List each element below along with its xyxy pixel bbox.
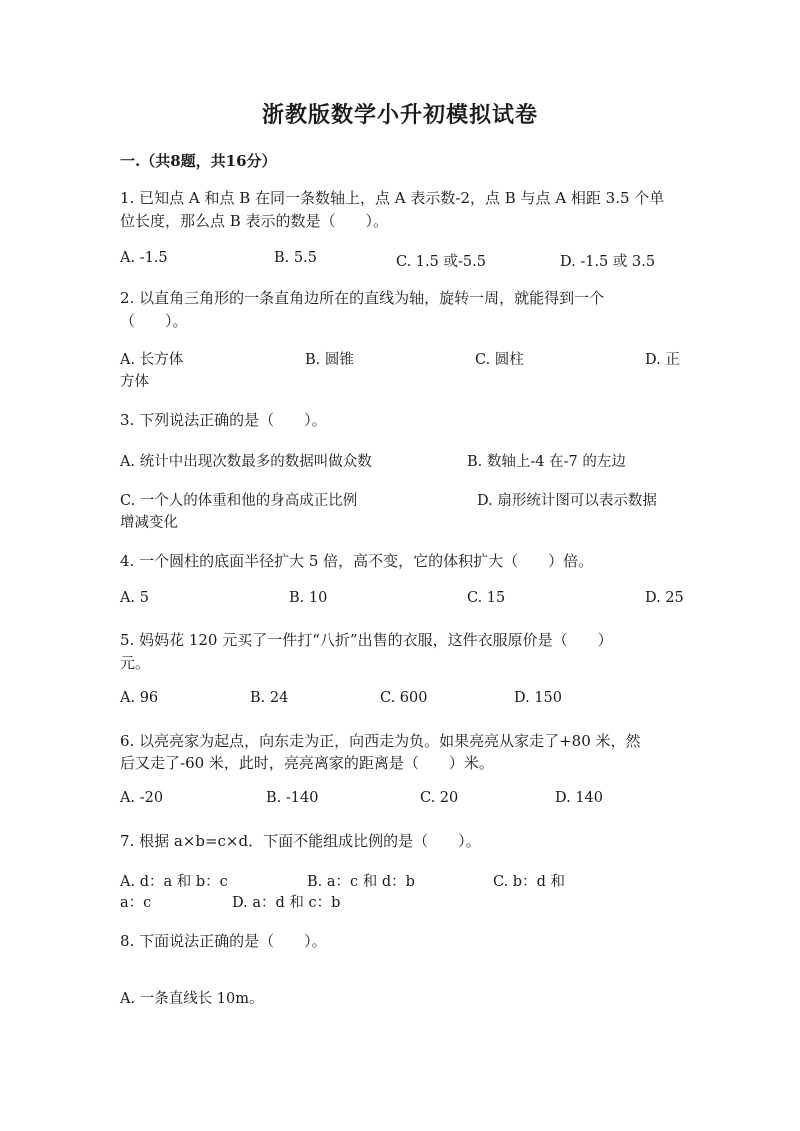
question-3-line-1: 3. 下列说法正确的是（ ）。 [120,411,327,429]
question-1-option-d: D. -1.5 或 3.5 [560,254,656,270]
question-5-line-2: 元。 [120,654,151,672]
question-3-option-d: D. 扇形统计图可以表示数据 [477,493,657,509]
question-7-option-a: A. d：a 和 b：c [120,874,228,890]
question-5-option-a: A. 96 [120,690,159,706]
question-2-option-a: A. 长方体 [120,352,184,368]
question-2-line-1: 2. 以直角三角形的一条直角边所在的直线为轴，旋转一周，就能得到一个 [120,289,605,307]
question-1-option-b: B. 5.5 [274,250,317,266]
question-4-line-1: 4. 一个圆柱的底面半径扩大 5 倍，高不变，它的体积扩大（ ）倍。 [120,552,594,570]
question-7-option-d: D. a：d 和 c：b [232,895,341,911]
question-1-option-a: A. -1.5 [120,250,168,266]
question-2-line-2: （ ）。 [120,312,188,330]
question-4-option-a: A. 5 [120,590,149,606]
question-5-option-b: B. 24 [250,690,289,706]
question-6-line-2: 后又走了-60 米，此时，亮亮离家的距离是（ ）米。 [120,754,494,772]
question-3-option-a: A. 统计中出现次数最多的数据叫做众数 [120,454,372,470]
question-1-line-2: 位长度，那么点 B 表示的数是（ ）。 [120,212,389,230]
question-2-option-d-continued: 方体 [120,374,149,390]
question-1-line-1: 1. 已知点 A 和点 B 在同一条数轴上，点 A 表示数-2，点 B 与点 A 相距 3.5 个单 [120,189,665,207]
question-6-line-1: 6. 以亮亮家为起点，向东走为正，向西走为负。如果亮亮从家走了+80 米，然 [120,732,641,750]
question-4-option-b: B. 10 [289,590,328,606]
question-2-option-d: D. 正 [645,352,680,368]
page-title: 浙教版数学小升初模拟试卷 [261,102,538,128]
question-5-option-c: C. 600 [380,690,428,706]
question-6-option-b: B. -140 [266,790,319,806]
question-7-line-1: 7. 根据 a×b=c×d．下面不能组成比例的是（ ）。 [120,832,481,850]
question-8-line-1: 8. 下面说法正确的是（ ）。 [120,932,327,950]
question-5-line-1: 5. 妈妈花 120 元买了一件打“八折”出售的衣服，这件衣服原价是（ ） [120,631,613,649]
question-7-option-b: B. a：c 和 d：b [307,874,415,890]
question-7-option-c-continued: a：c [120,895,152,911]
question-4-option-d: D. 25 [645,590,684,606]
question-2-option-b: B. 圆锥 [305,352,354,368]
question-4-option-c: C. 15 [467,590,506,606]
question-6-option-d: D. 140 [555,790,604,806]
question-6-option-a: A. -20 [120,790,164,806]
question-7-option-c: C. b：d 和 [493,874,565,890]
question-8-option-a: A. 一条直线长 10m。 [120,991,264,1007]
section-heading: 一.（共8题，共16分） [120,152,277,170]
question-3-option-c: C. 一个人的体重和他的身高成正比例 [120,493,358,509]
question-5-option-d: D. 150 [514,690,563,706]
question-3-option-b: B. 数轴上-4 在-7 的左边 [467,454,626,470]
question-1-option-c: C. 1.5 或-5.5 [396,254,486,270]
question-3-option-d-continued: 增减变化 [120,515,178,531]
question-6-option-c: C. 20 [420,790,459,806]
question-2-option-c: C. 圆柱 [475,352,524,368]
